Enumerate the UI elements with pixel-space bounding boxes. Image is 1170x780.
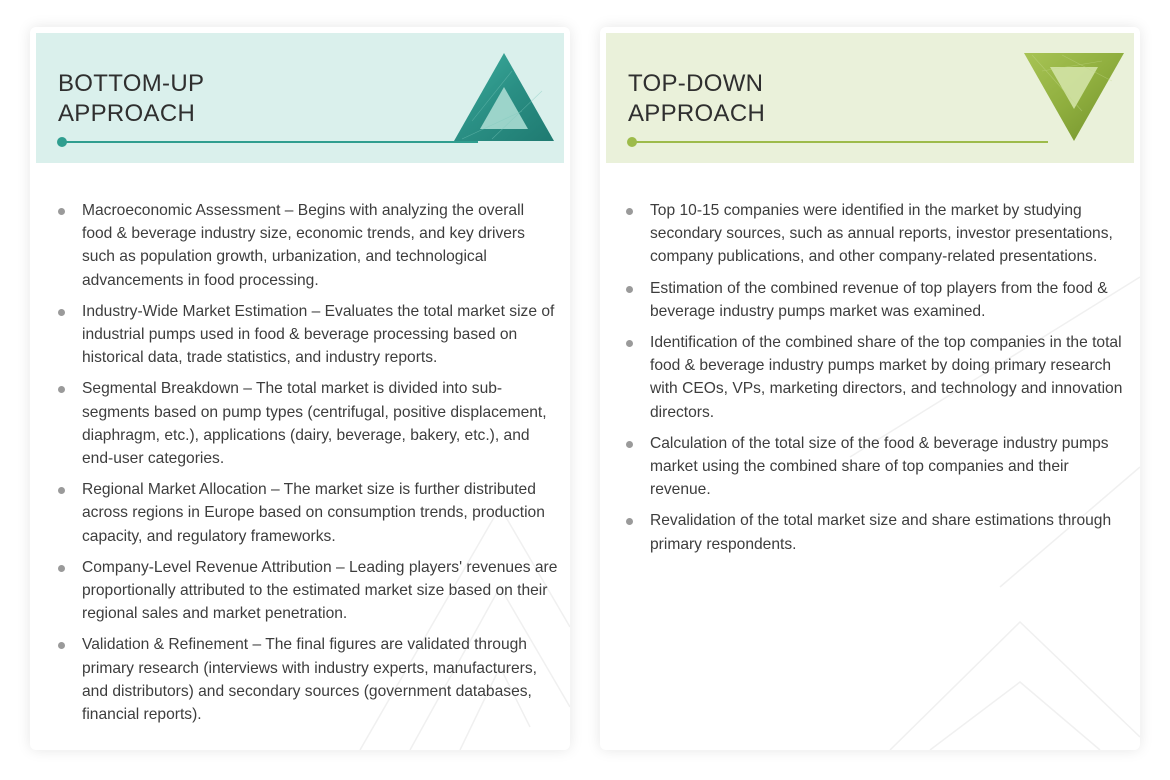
top-down-divider-dot: [627, 137, 637, 147]
triangle-up-icon: [452, 51, 556, 143]
bottom-up-divider-dot: [57, 137, 67, 147]
bottom-up-divider: [58, 141, 478, 143]
triangle-down-icon: [1022, 51, 1126, 143]
list-item: Company-Level Revenue Attribution – Leading players' revenues are proportionally attributed to the estimated market size based on their regional sales and market penetration.: [58, 556, 558, 626]
list-item: Validation & Refinement – The final figures are validated through primary research (interviews with industry experts, manufacturers, and distributors) and secondary sources (government databases, financial reports).: [58, 633, 558, 726]
bottom-up-title-line2: APPROACH: [58, 100, 196, 127]
top-down-list: [626, 199, 1132, 564]
list-item: Regional Market Allocation – The market size is further distributed across regions in Europe based on consumption trends, production capacity, and regulatory frameworks.: [58, 478, 558, 548]
list-item: Calculation of the total size of the food & beverage industry pumps market using the combined share of top companies and their revenue.: [626, 432, 1132, 502]
bottom-up-title: [58, 69, 204, 129]
top-down-title-line2: APPROACH: [628, 100, 766, 127]
top-down-title-line1: TOP-DOWN: [628, 70, 764, 97]
bottom-up-list: [58, 199, 558, 734]
top-down-title: [628, 69, 765, 129]
list-item: Revalidation of the total market size and share estimations through primary respondents.: [626, 509, 1132, 555]
bottom-up-header: [36, 33, 564, 163]
list-item: Estimation of the combined revenue of top players from the food & beverage industry pumps market was examined.: [626, 277, 1132, 323]
list-item: Segmental Breakdown – The total market is divided into sub-segments based on pump types (centrifugal, positive displacement, diaphragm, etc.), applications (dairy, beverage, bakery, etc.), and end-user categories.: [58, 377, 558, 470]
list-item: Identification of the combined share of the top companies in the total food & beverage industry pumps market by doing primary research with CEOs, VPs, marketing directors, and technology and innovation directors.: [626, 331, 1132, 424]
list-item: Industry-Wide Market Estimation – Evaluates the total market size of industrial pumps used in food & beverage processing based on historical data, trade statistics, and industry reports.: [58, 300, 558, 370]
list-item: Macroeconomic Assessment – Begins with analyzing the overall food & beverage industry size, economic trends, and key drivers such as population growth, urbanization, and technological advancements in food processing.: [58, 199, 558, 292]
top-down-divider: [628, 141, 1048, 143]
top-down-header: [606, 33, 1134, 163]
bottom-up-title-line1: BOTTOM-UP: [58, 70, 205, 97]
list-item: Top 10-15 companies were identified in the market by studying secondary sources, such as annual reports, investor presentations, company publications, and other company-related presentations.: [626, 199, 1132, 269]
top-down-card: [600, 27, 1140, 750]
bottom-up-card: [30, 27, 570, 750]
